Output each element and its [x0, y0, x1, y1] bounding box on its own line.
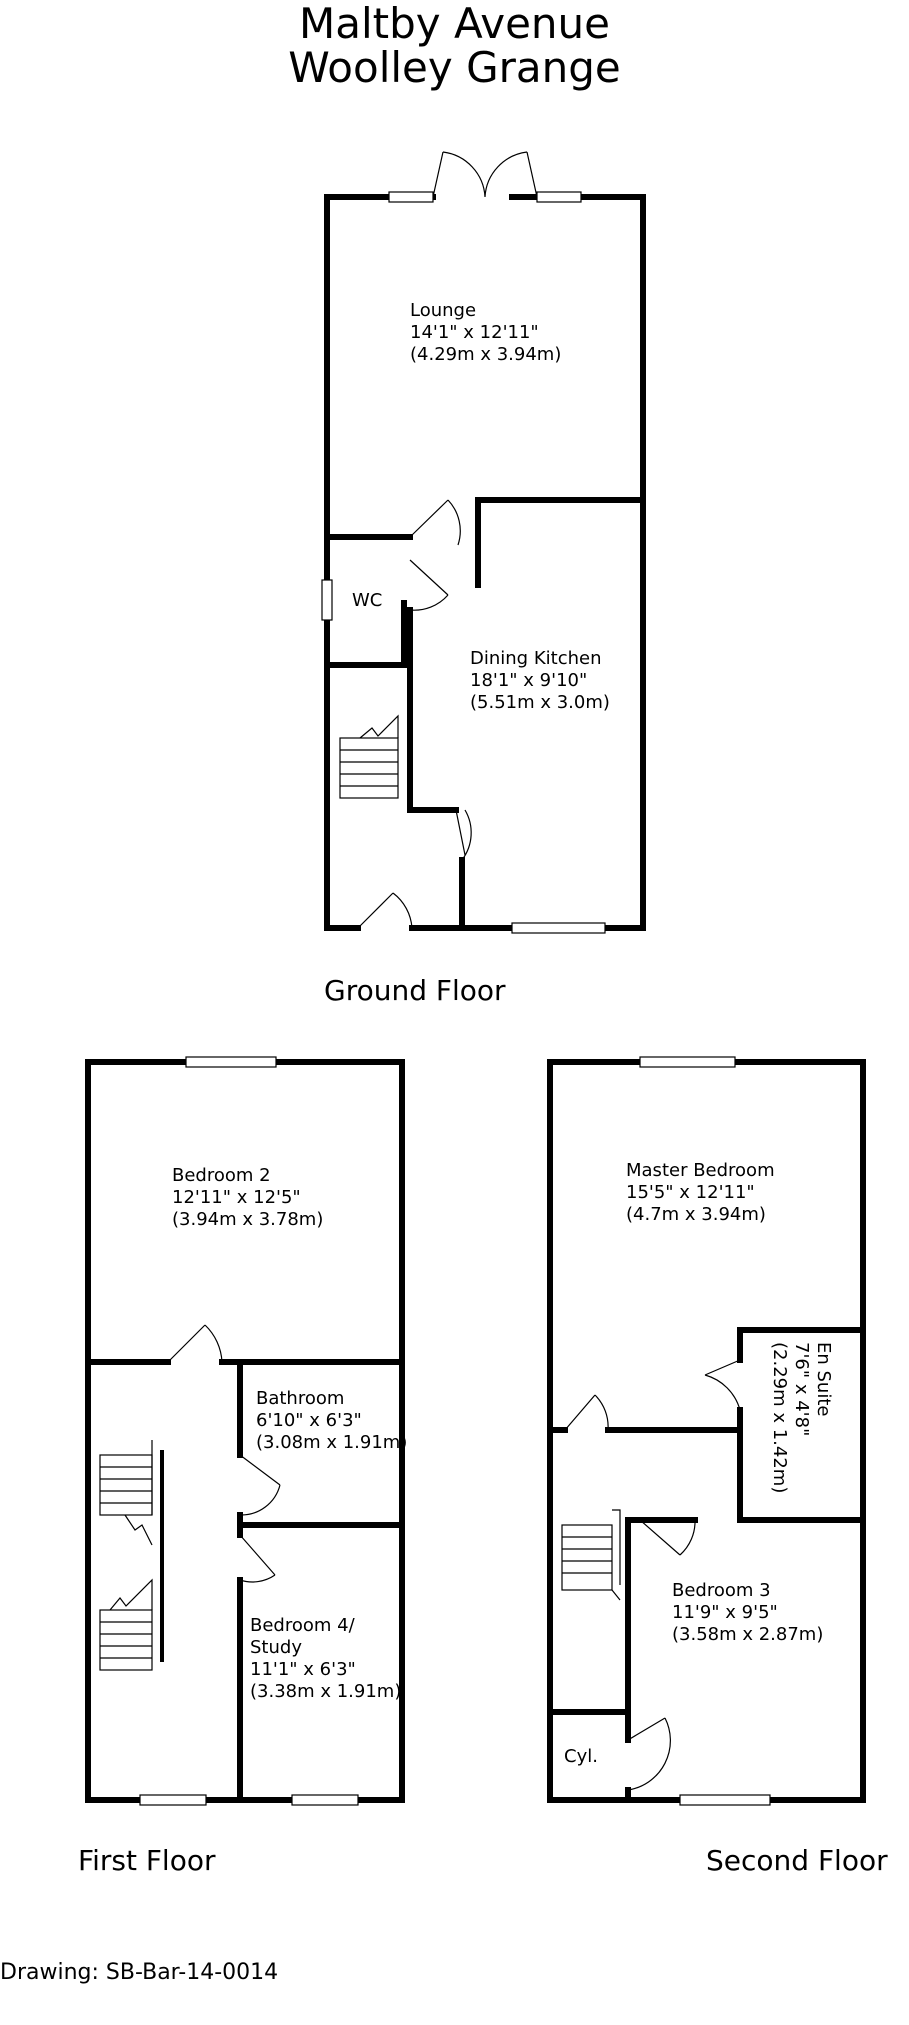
- room-master-bedroom: [626, 1160, 775, 1226]
- wc-door: [410, 560, 448, 610]
- room-dimensions-metric: (4.29m x 3.94m): [410, 344, 562, 365]
- room-dimensions-imperial: 18'1" x 9'10": [470, 670, 588, 691]
- lounge-door: [410, 500, 460, 545]
- french-doors: [433, 152, 537, 197]
- room-dimensions-metric: (3.08m x 1.91m): [256, 1432, 408, 1453]
- bedroom3-door: [640, 1520, 695, 1555]
- room-name: WC: [352, 590, 383, 611]
- room-name: Bedroom 4/: [250, 1615, 355, 1636]
- second-stairs: [562, 1510, 620, 1600]
- room-name-line-2: Study: [250, 1637, 302, 1658]
- room-dimensions-imperial: 6'10" x 6'3": [256, 1410, 362, 1431]
- room-name: En Suite: [813, 1342, 834, 1417]
- room-name: Bedroom 3: [672, 1580, 771, 1601]
- room-dimensions-metric: (4.7m x 3.94m): [626, 1204, 766, 1225]
- room-dimensions-metric: (3.38m x 1.91m): [250, 1681, 402, 1702]
- room-bedroom-3: [672, 1580, 823, 1646]
- lounge-kitchen-wall: [327, 500, 643, 585]
- hall-wall: [410, 610, 462, 928]
- room-dimensions-imperial: 11'1" x 6'3": [250, 1659, 356, 1680]
- drawing-reference: Drawing: SB-Bar-14-0014: [0, 1960, 279, 1985]
- room-bedroom-4-study: [250, 1615, 401, 1703]
- landing-window: [140, 1795, 206, 1805]
- kitchen-window: [512, 923, 605, 933]
- cylinder-door: [628, 1718, 670, 1790]
- ensuite-door: [705, 1360, 740, 1410]
- room-dimensions-imperial: 11'9" x 9'5": [672, 1602, 778, 1623]
- room-bedroom-2: [172, 1165, 323, 1231]
- bedroom2-door: [168, 1325, 222, 1362]
- lounge-window-left: [389, 192, 433, 202]
- bathroom-door: [240, 1455, 280, 1515]
- first-stairs: [100, 1440, 152, 1670]
- room-name: Bedroom 2: [172, 1165, 271, 1186]
- master-door: [565, 1395, 608, 1430]
- bedroom3-window: [680, 1795, 770, 1805]
- room-dimensions-imperial: 7'6" x 4'8": [791, 1342, 812, 1437]
- wc-wall: [327, 603, 404, 665]
- room-dining-kitchen: [470, 648, 610, 714]
- second-floor-label: Second Floor: [706, 1844, 888, 1877]
- room-dimensions-imperial: 15'5" x 12'11": [626, 1182, 755, 1203]
- room-dimensions-metric: (3.58m x 2.87m): [672, 1624, 824, 1645]
- room-bathroom: [256, 1388, 407, 1454]
- ground-floor-label: Ground Floor: [324, 974, 506, 1007]
- bedroom4-door: [240, 1535, 275, 1582]
- room-name: Bathroom: [256, 1388, 345, 1409]
- title-line-2: Woolley Grange: [288, 43, 621, 92]
- bedroom4-window: [292, 1795, 358, 1805]
- ground-floor-plan: [322, 152, 643, 933]
- wc-window: [322, 580, 332, 620]
- room-en-suite: [768, 1342, 834, 1493]
- room-name: Master Bedroom: [626, 1160, 775, 1181]
- first-floor-label: First Floor: [78, 1844, 216, 1877]
- bedroom2-window: [186, 1057, 276, 1067]
- room-name: Dining Kitchen: [470, 648, 602, 669]
- room-dimensions-metric: (2.29m x 1.42m): [769, 1342, 790, 1494]
- kitchen-door: [456, 810, 471, 860]
- master-window: [640, 1057, 735, 1067]
- room-dimensions-metric: (3.94m x 3.78m): [172, 1209, 324, 1230]
- title-line-1: Maltby Avenue: [298, 0, 611, 48]
- ground-stairs: [340, 716, 398, 798]
- room-lounge: [410, 300, 561, 366]
- room-name: Lounge: [410, 300, 477, 321]
- front-door: [358, 893, 412, 928]
- bedroom3-wall: [628, 1520, 695, 1800]
- room-dimensions-metric: (5.51m x 3.0m): [470, 692, 610, 713]
- room-name: Cyl.: [564, 1746, 598, 1767]
- room-dimensions-imperial: 12'11" x 12'5": [172, 1187, 301, 1208]
- room-dimensions-imperial: 14'1" x 12'11": [410, 322, 539, 343]
- room-cylinder-cupboard: [564, 1746, 598, 1768]
- room-wc: [352, 590, 382, 612]
- lounge-window-right: [537, 192, 581, 202]
